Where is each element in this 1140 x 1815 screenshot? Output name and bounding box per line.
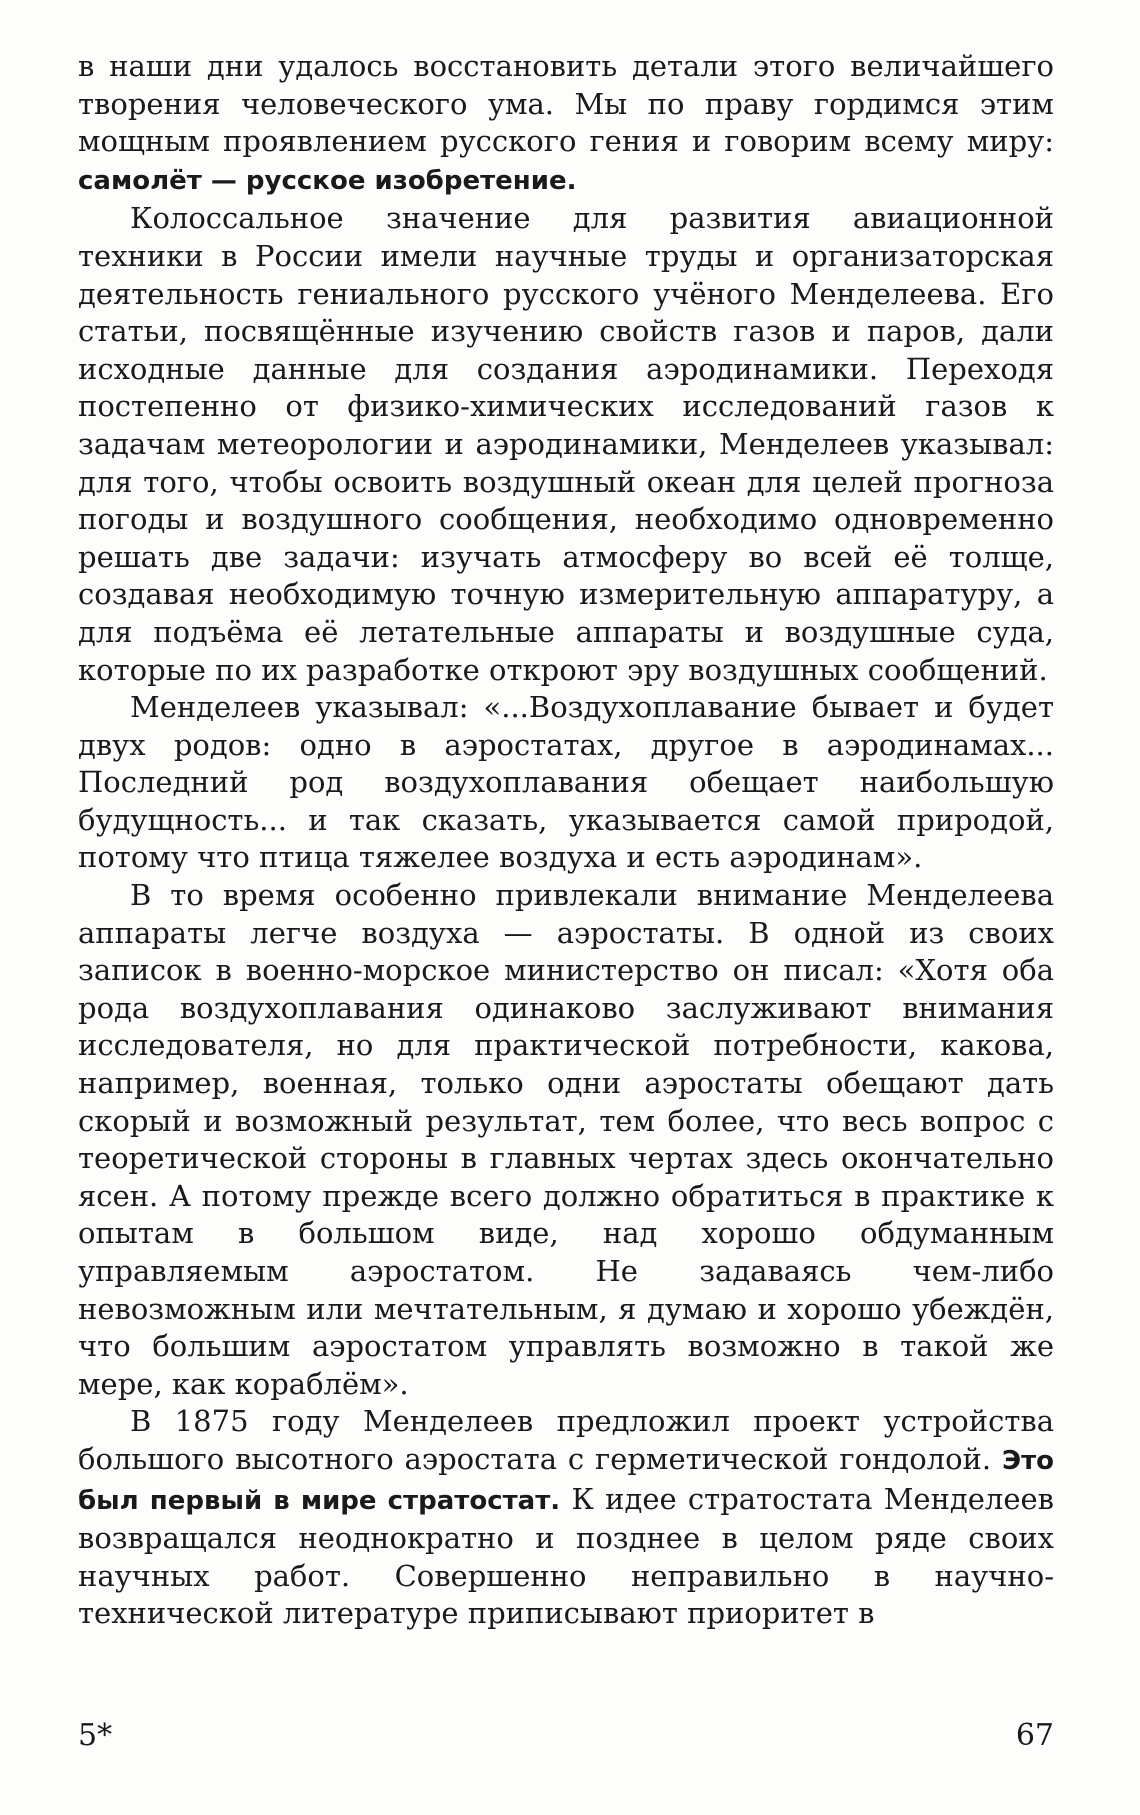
paragraph-3: Менделеев указывал: «...Воздухоплавание бывает и будет двух родов: одно в аэростатах, другое в аэродинамах... Последний род воздухоплавания обещает наибольшую будущность... и так сказать, указывается самой природой, потому что птица тяжелее воздуха и есть аэродинам». — [78, 690, 1054, 875]
paragraph-5 — [78, 1403, 1054, 1633]
paragraph-1 — [78, 48, 1054, 200]
paragraph-1-text: в наши дни удалось восстановить детали этого величайшего творения человеческого ума. Мы по праву гордимся этим мощным проявлением русского гения и говорим всему миру: — [78, 49, 1054, 159]
paragraph-5-text-end: К идее стратостата Менделеев возвращался неоднократно и позднее в целом ряде своих научных работ. Совершенно неправильно в научно-технической литературе приписывают приоритет в — [78, 1481, 1054, 1631]
page-number: 67 — [1015, 1718, 1054, 1753]
paragraph-1-emphasis: самолёт — русское изобретение. — [78, 165, 577, 196]
paragraph-2: Колоссальное значение для развития авиационной техники в России имели научные труды и организаторская деятельность гениального русского учёного Менделеева. Его статьи, посвящённые изучению свойств газов и паров, дали исходные данные для создания аэродинамики. Переходя постепенно от физико-химических исследований газов к задачам метеорологии и аэродинамики, Менделеев указывал: для того, чтобы освоить воздушный океан для целей прогноза погоды и воздушного сообщения, необходимо одновременно решать две задачи: изучать атмосферу во всей её толще, создавая необходимую точную измерительную аппаратуру, а для подъёма её летательные аппараты и воздушные суда, которые по их разработке откроют эру воздушных сообщений. — [78, 201, 1054, 687]
paragraph-5-emphasis: Это был первый в мире стратостат. — [78, 1445, 1054, 1516]
paragraph-5-text-start: В 1875 году Менделеев предложил проект устройства большого высотного аэростата с герметической гондолой. — [78, 1404, 1054, 1476]
signature-mark: 5* — [78, 1718, 113, 1753]
paragraph-4: В то время особенно привлекали внимание Менделеева аппараты легче воздуха — аэростаты. В одной из своих записок в военно-морское министерство он писал: «Хотя оба рода воздухоплавания одинаково заслуживают внимания исследователя, но для практической потребности, какова, например, военная, только одни аэростаты обещают дать скорый и возможный результат, тем более, что весь вопрос с теоретической стороны в главных чертах здесь окончательно ясен. А потому прежде всего должно обратиться в практике к опытам в большом виде, над хорошо обдуманным управляемым аэростатом. Не задаваясь чем-либо невозможным или мечтательным, я думаю и хорошо убеждён, что большим аэростатом управлять возможно в такой же мере, как кораблём». — [78, 878, 1054, 1401]
main-text — [78, 48, 1054, 1633]
page-footer — [78, 1718, 1054, 1758]
